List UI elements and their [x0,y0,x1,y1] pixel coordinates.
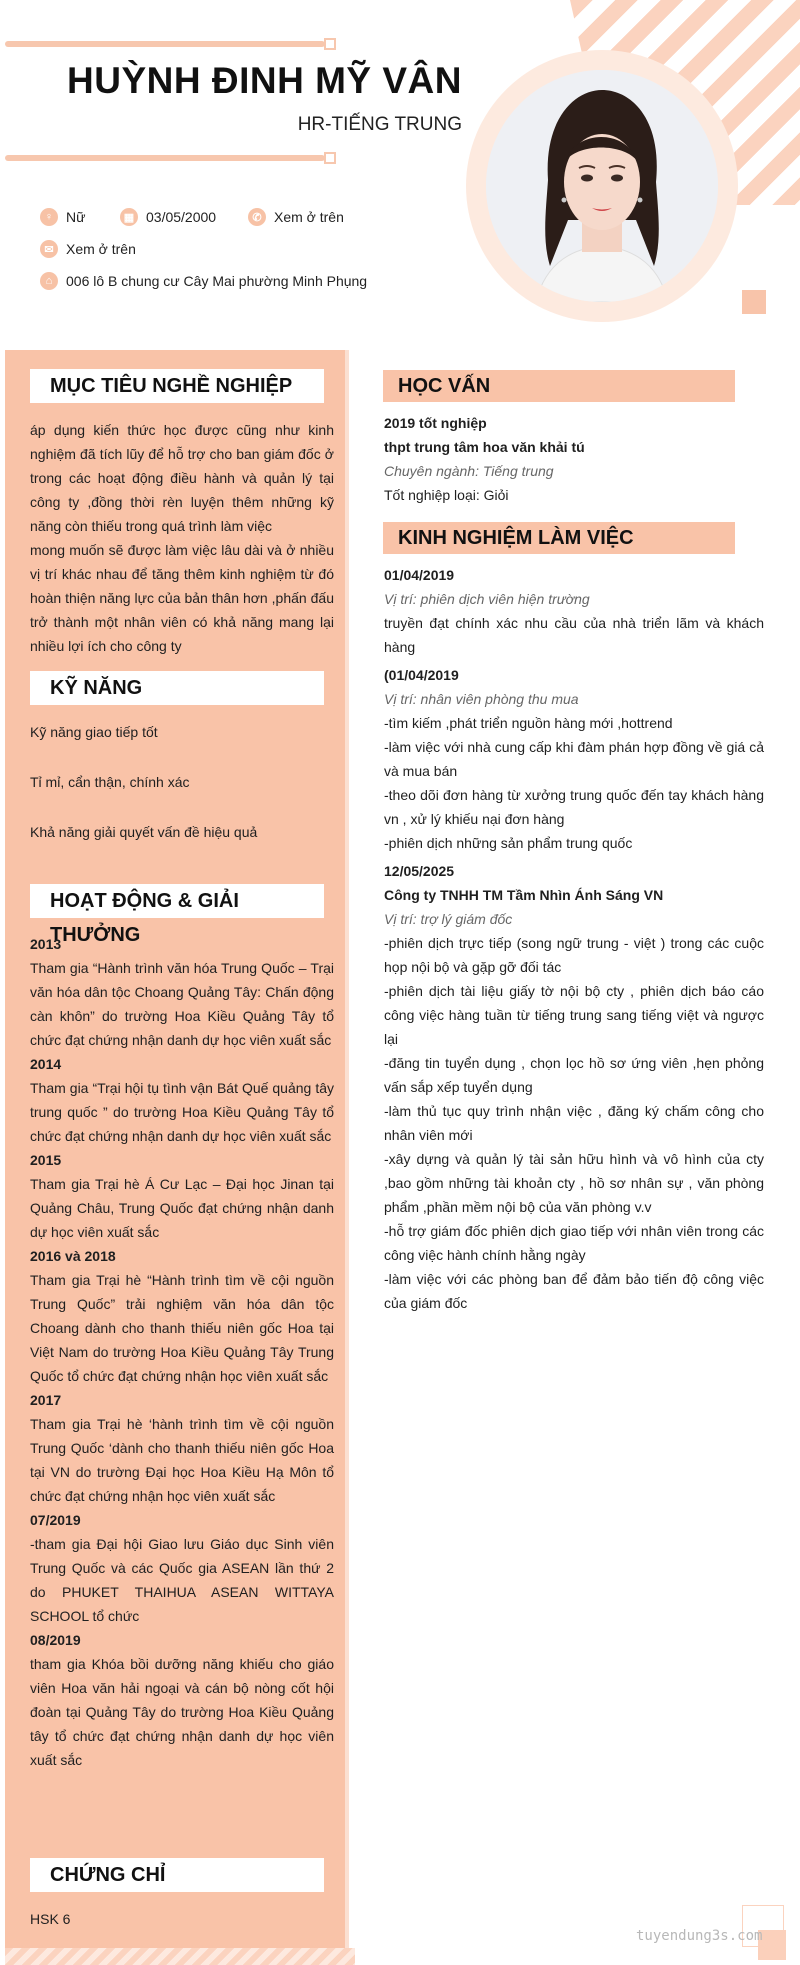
job-line: -hỗ trợ giám đốc phiên dịch giao tiếp với nhân viên trong các công việc hành chính hằng ngày [384,1223,764,1263]
objective-text [30,418,334,658]
watermark: tuyendung3s.com [636,1928,763,1944]
job-date: (01/04/2019 [384,667,459,683]
calendar-icon: ▦ [120,208,138,226]
header-bottom-line [5,155,325,161]
job-line: -làm việc với nhà cung cấp khi đàm phán hợp đồng về giá cả và mua bán [384,739,764,779]
bottom-stripes [5,1948,355,1965]
contact-gender [40,208,85,226]
contact-address [40,272,367,290]
job-role: Vị trí: trợ lý giám đốc [384,911,513,927]
activities-list [30,932,334,1772]
job-role: Vị trí: phiên dịch viên hiện trường [384,591,590,607]
activity-text: -tham gia Đại hội Giao lưu Giáo dục Sinh viên Trung Quốc và các Quốc gia ASEAN lần thứ 2 do PHUKET THAIHUA ASEAN WITTAYA SCHOOL tổ chức [30,1536,334,1624]
contact-email-value: Xem ở trên [66,241,136,257]
experience-block [384,563,764,1315]
objective-heading: MỤC TIÊU NGHỀ NGHIỆP [30,369,324,403]
header-top-line-cap [324,38,336,50]
activity-year: 2015 [30,1152,62,1168]
activity-text: Tham gia Trại hè ‘hành trình tìm về cội nguồn Trung Quốc ‘dành cho thanh thiếu niên gốc Hoa tại VN do trường Đại học Hoa Kiều Hạ Môn tổ chức đạt chứng nhận học viên xuất sắc [30,1416,334,1504]
activities-heading: HOẠT ĐỘNG & GIẢI THƯỞNG [30,884,324,918]
candidate-name: HUỲNH ĐINH MỸ VÂN [67,60,462,101]
activity-year: 2014 [30,1056,62,1072]
job-line: -làm việc với các phòng ban để đảm bảo tiến độ công việc của giám đốc [384,1271,764,1311]
job-line: -phiên dịch trực tiếp (song ngữ trung - việt ) trong các cuộc họp nội bộ và gặp gỡ đối tác [384,935,764,975]
objective-paragraph-1: áp dụng kiến thức học được cũng như kinh nghiệm đã tích lũy để hỗ trợ cho ban giám đốc ở trong các hoạt động điều hành và quản lý tại công ty ,đồng thời rèn luyện thêm những kỹ năng còn thiếu trong quá trình làm việc [30,422,334,534]
activity-year: 2013 [30,936,62,952]
activity-year: 07/2019 [30,1512,81,1528]
activity-text: tham gia Khóa bồi dưỡng năng khiếu cho giáo viên Hoa văn hải ngoại và cán bộ nòng cốt hội đoàn tại Quảng Tây do trường Hoa Kiều Quảng tây tổ chức đạt chứng nhận danh dự học viên xuất sắc [30,1656,334,1768]
job-line: -đăng tin tuyển dụng , chọn lọc hồ sơ ứng viên ,hẹn phỏng vấn sắp xếp tuyển dụng [384,1055,764,1095]
activity-text: Tham gia “Hành trình văn hóa Trung Quốc – Trại văn hóa dân tộc Choang Quảng Tây: Chấn động càn khôn” do trường Hoa Kiều Quảng Tây tổ chức đạt chứng nhận danh dự học viên xuất sắc [30,960,334,1048]
job-line: -theo dõi đơn hàng từ xưởng trung quốc đến tay khách hàng vn , xử lý khiếu nại đơn hàng [384,787,764,827]
education-grade: Tốt nghiệp loại: Giỏi [384,487,509,503]
contact-address-value: 006 lô B chung cư Cây Mai phường Minh Phụng [66,273,368,289]
experience-heading: KINH NGHIỆM LÀM VIỆC [383,522,735,554]
skills-heading: KỸ NĂNG [30,671,324,705]
activity-text: Tham gia Trại hè “Hành trình tìm về cội nguồn Trung Quốc” trải nghiệm văn hóa dân tộc Choang dành cho thanh thiếu niên gốc Hoa tại Việt Nam do trường Hoa Kiều Quảng Tây Trung Quốc tổ chức đạt chứng nhận học viên xuất sắc [30,1272,334,1384]
header-bottom-line-cap [324,152,336,164]
activity-year: 08/2019 [30,1632,81,1648]
home-icon: ⌂ [40,272,58,290]
contact-phone-value: Xem ở trên [274,209,344,225]
contact-gender-value: Nữ [66,209,86,225]
education-block [384,411,764,507]
decorative-square [742,290,766,314]
avatar [486,70,718,302]
education-school: thpt trung tâm hoa văn khải tú [384,439,585,455]
job-line: -phiên dịch tài liệu giấy tờ nội bộ cty , phiên dịch báo cáo công việc hàng tuần từ tiếng trung sang tiếng việt và ngược lại [384,983,764,1047]
job-company: Công ty TNHH TM Tầm Nhìn Ánh Sáng VN [384,887,664,903]
job-line: -xây dựng và quản lý tài sản hữu hình và vô hình của cty ,bao gồm những tài khoản cty , hồ sơ nhân sự , văn phòng phẩm ,phần mềm nội bộ của văn phòng v.v [384,1151,764,1215]
education-heading: HỌC VẤN [383,370,735,402]
skill-item: Tỉ mỉ, cẩn thận, chính xác [30,774,190,790]
contact-birthday-value: 03/05/2000 [146,209,217,225]
contact-phone [248,208,344,226]
job-date: 01/04/2019 [384,567,455,583]
activity-year: 2016 và 2018 [30,1248,116,1264]
activity-text: Tham gia “Trại hội tụ tình vận Bát Quế quảng tây trung quốc ” do trường Hoa Kiều Quảng Tây tổ chức đạt chứng nhận danh dự học viên xuất sắc [30,1080,334,1144]
contact-email [40,240,136,258]
job-line: -làm thủ tục quy trình nhận việc , đăng ký chấm công cho nhân viên mới [384,1103,764,1143]
gender-icon: ♀ [40,208,58,226]
activity-year: 2017 [30,1392,62,1408]
contact-birthday [120,208,216,226]
skill-item: Kỹ năng giao tiếp tốt [30,724,158,740]
phone-icon: ✆ [248,208,266,226]
candidate-position: HR-TIẾNG TRUNG [297,114,462,135]
job-line: -tìm kiếm ,phát triển nguồn hàng mới ,hottrend [384,715,673,731]
header-top-line [5,41,325,47]
job-line: -phiên dịch những sản phẩm trung quốc [384,835,633,851]
education-major: Chuyên ngành: Tiếng trung [384,463,554,479]
job-date: 12/05/2025 [384,863,455,879]
job-role: Vị trí: nhân viên phòng thu mua [384,691,579,707]
job-line: truyền đạt chính xác nhu cầu của nhà triển lãm và khách hàng [384,615,764,655]
left-column-edge [345,350,349,1965]
skill-item: Khả năng giải quyết vấn đề hiệu quả [30,824,258,840]
education-year: 2019 tốt nghiệp [384,415,487,431]
email-icon: ✉ [40,240,58,258]
activity-text: Tham gia Trại hè Á Cư Lạc – Đại học Jinan tại Quảng Châu, Trung Quốc đạt chứng nhận danh dự học viên xuất sắc [30,1176,334,1240]
certificates-heading: CHỨNG CHỈ [30,1858,324,1892]
objective-paragraph-2: mong muốn sẽ được làm việc lâu dài và ở nhiều vị trí khác nhau để tăng thêm kinh nghiệm từ đó hoàn thiện năng lực của bản thân hơn ,phấn đấu trở thành một nhân viên có khả năng mang lại nhiều lợi ích cho công ty [30,542,334,654]
certificate-item: HSK 6 [30,1911,71,1927]
